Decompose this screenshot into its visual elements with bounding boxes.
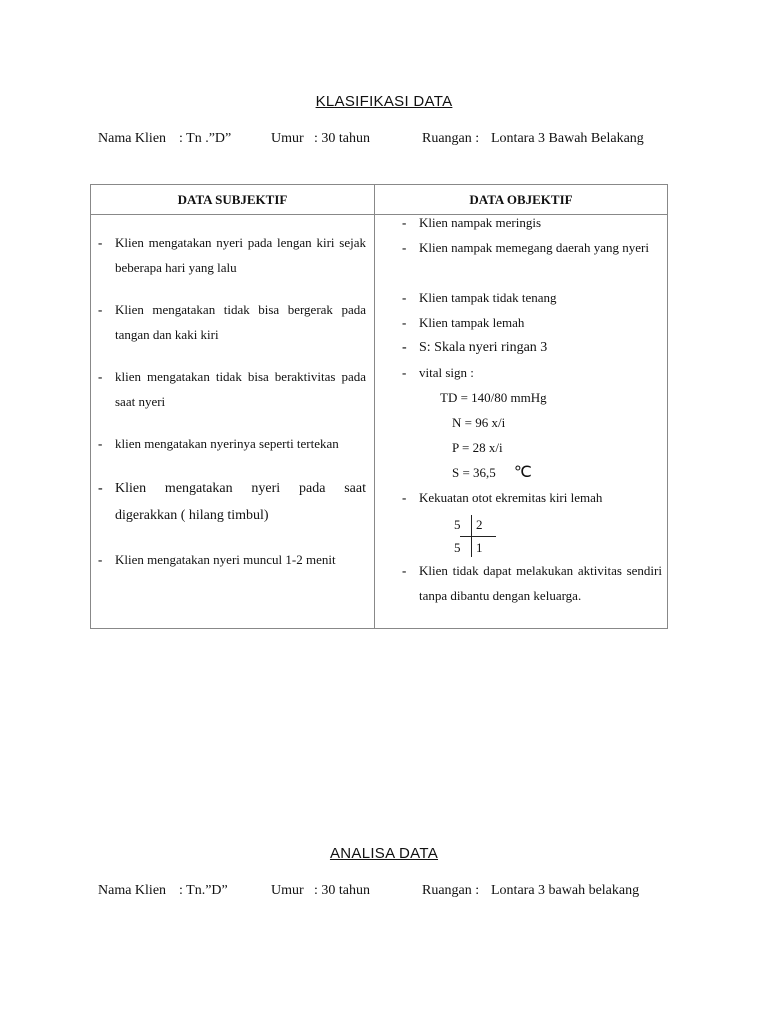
name-label: Nama Klien [98,883,167,898]
name-value: : Tn .”D” [179,131,232,146]
vital-td: TD = 140/80 mmHg [440,390,547,405]
bullet-dash: - [402,290,407,305]
name-label: Nama Klien [98,131,167,146]
bullet-dash: - [98,235,103,250]
subjective-column-header: DATA SUBJEKTIF [177,192,288,207]
bullet-dash: - [402,340,407,355]
bullet-dash: - [98,302,103,317]
column-divider [374,185,375,628]
bullet-dash: - [98,369,103,384]
classification-table: DATA SUBJEKTIF DATA OBJEKTIF - Klien mengatakan nyeri pada lengan kiri sejak beberapa hari yang lalu - Klien mengatakan tidak bisa bergerak pada tangan dan kaki kiri - klien mengatakan tidak bisa beraktivitas pada saat nyeri - klien mengatakan nyerinya seperti tertekan - Klien mengatakan nyeri pada saat digerakkan ( hilang timbul) - Klien mengatakan nyeri muncul 1-2 menit - Klien nampak meringis - Klien nampak memegang daerah yang nyeri - Klien tampak tidak tenang - Klien tampak lemah - S: Skala nyeri ringan 3 - vital sign : TD = 140/80 mmHg N = 96 x/i P = 28 x/i S = 36,5 ℃ - Kekuatan otot ekremitas kiri lemah 5 2 5 1 - Klien tidak dapat melakukan aktivitas sendiri tanpa dibantu dengan keluarga. [90,184,668,629]
objective-column-header: DATA OBJEKTIF [469,192,573,207]
age-value: : 30 tahun [314,883,370,898]
analysis-patient-info [98,883,738,903]
room-label: Ruangan : [422,131,480,146]
analysis-title: ANALISA DATA [329,845,439,862]
muscle-strength-grid: 5 2 5 1 [454,515,514,557]
bullet-dash: - [402,215,407,230]
bullet-dash: - [402,490,407,505]
name-value: : Tn.”D” [179,883,228,898]
bullet-dash: - [402,365,407,380]
classification-title: KLASIFIKASI DATA [315,93,453,110]
age-label: Umur [271,883,304,898]
room-value: Lontara 3 Bawah Belakang [491,131,644,146]
age-label: Umur [271,131,304,146]
vital-pulse: N = 96 x/i [452,415,506,430]
age-value: : 30 tahun [314,131,370,146]
bullet-dash: - [98,436,103,451]
grid-horizontal-line [460,536,496,537]
vital-respiration: P = 28 x/i [452,440,503,455]
bullet-dash: - [98,552,103,567]
celsius-symbol: ℃ [513,464,532,481]
bullet-dash: - [98,481,103,496]
classification-patient-info [98,131,738,151]
bullet-dash: - [402,563,407,578]
bullet-dash: - [402,240,407,255]
vital-temperature: S = 36,5 ℃ [452,464,532,481]
room-value: Lontara 3 bawah belakang [491,883,640,898]
bullet-dash: - [402,315,407,330]
room-label: Ruangan : [422,883,480,898]
